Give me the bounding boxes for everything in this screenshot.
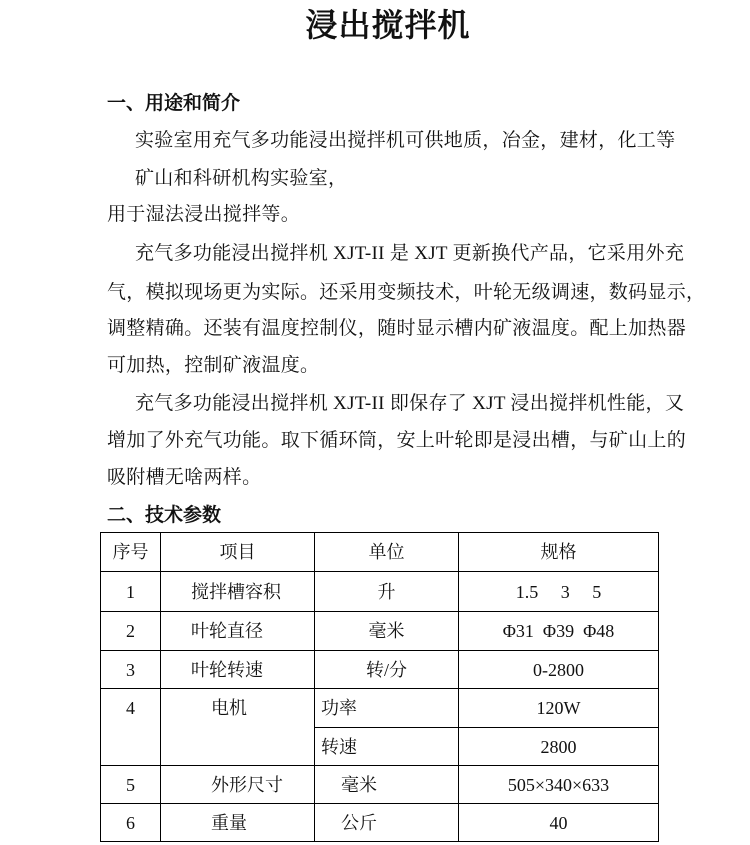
table-row	[101, 689, 659, 728]
cell-spec: 0-2800	[459, 651, 659, 689]
cell-spec: Φ31 Φ39 Φ48	[459, 612, 659, 651]
cell-unit: 升	[315, 572, 459, 612]
table-row	[101, 651, 659, 689]
section-heading-specs: 二、技术参数	[107, 505, 222, 526]
cell-item: 叶轮直径	[161, 612, 315, 651]
cell-spec: 1.5 3 5	[459, 572, 659, 612]
cell-spec: 40	[459, 804, 659, 842]
header-cell-spec: 规格	[459, 533, 659, 572]
paragraph-line: 充气多功能浸出搅拌机 XJT-II 即保存了 XJT 浸出搅拌机性能，又	[135, 393, 685, 414]
paragraph-line: 用于湿法浸出搅拌等。	[107, 204, 301, 225]
cell-item: 搅拌槽容积	[161, 572, 315, 612]
cell-no: 2	[101, 612, 161, 651]
cell-subitem: 功率	[315, 689, 459, 728]
cell-no: 6	[101, 804, 161, 842]
paragraph-line: 实验室用充气多功能浸出搅拌机可供地质，冶金，建材，化工等	[135, 130, 676, 151]
paragraph-line: 充气多功能浸出搅拌机 XJT-II 是 XJT 更新换代产品，它采用外充	[135, 243, 685, 264]
paragraph-line: 调整精确。还装有温度控制仪，随时显示槽内矿液温度。配上加热器	[107, 318, 687, 339]
paragraph-line: 吸附槽无啥两样。	[107, 467, 262, 488]
cell-unit: 公斤	[315, 804, 459, 842]
cell-spec: 120W	[459, 689, 659, 728]
cell-no: 5	[101, 766, 161, 804]
table-row	[101, 612, 659, 651]
paragraph-line: 增加了外充气功能。取下循环筒，安上叶轮即是浸出槽，与矿山上的	[107, 430, 687, 451]
cell-unit: 转/分	[315, 651, 459, 689]
header-cell-item: 项目	[161, 533, 315, 572]
cell-item: 外形尺寸	[161, 766, 315, 804]
cell-no: 1	[101, 572, 161, 612]
table-row	[101, 766, 659, 804]
table-row	[101, 572, 659, 612]
paragraph-line: 可加热，控制矿液温度。	[107, 355, 320, 376]
cell-spec: 505×340×633	[459, 766, 659, 804]
cell-no: 3	[101, 651, 161, 689]
header-cell-no: 序号	[101, 533, 161, 572]
paragraph-line: 气，模拟现场更为实际。还采用变频技术，叶轮无级调速，数码显示，	[107, 282, 706, 303]
cell-no: 4	[101, 689, 161, 766]
cell-subitem: 转速	[315, 728, 459, 766]
spec-table	[100, 532, 659, 842]
cell-item: 重量	[161, 804, 315, 842]
table-row	[101, 804, 659, 842]
paragraph-line: 矿山和科研机构实验室，	[135, 168, 348, 189]
cell-spec: 2800	[459, 728, 659, 766]
document-title: 浸出搅拌机	[305, 7, 471, 43]
section-heading-usage: 一、用途和简介	[107, 93, 241, 114]
header-cell-unit: 单位	[315, 533, 459, 572]
cell-unit: 毫米	[315, 612, 459, 651]
cell-item: 叶轮转速	[161, 651, 315, 689]
cell-unit: 毫米	[315, 766, 459, 804]
cell-item: 电机	[161, 689, 315, 766]
table-header-row	[101, 533, 659, 572]
